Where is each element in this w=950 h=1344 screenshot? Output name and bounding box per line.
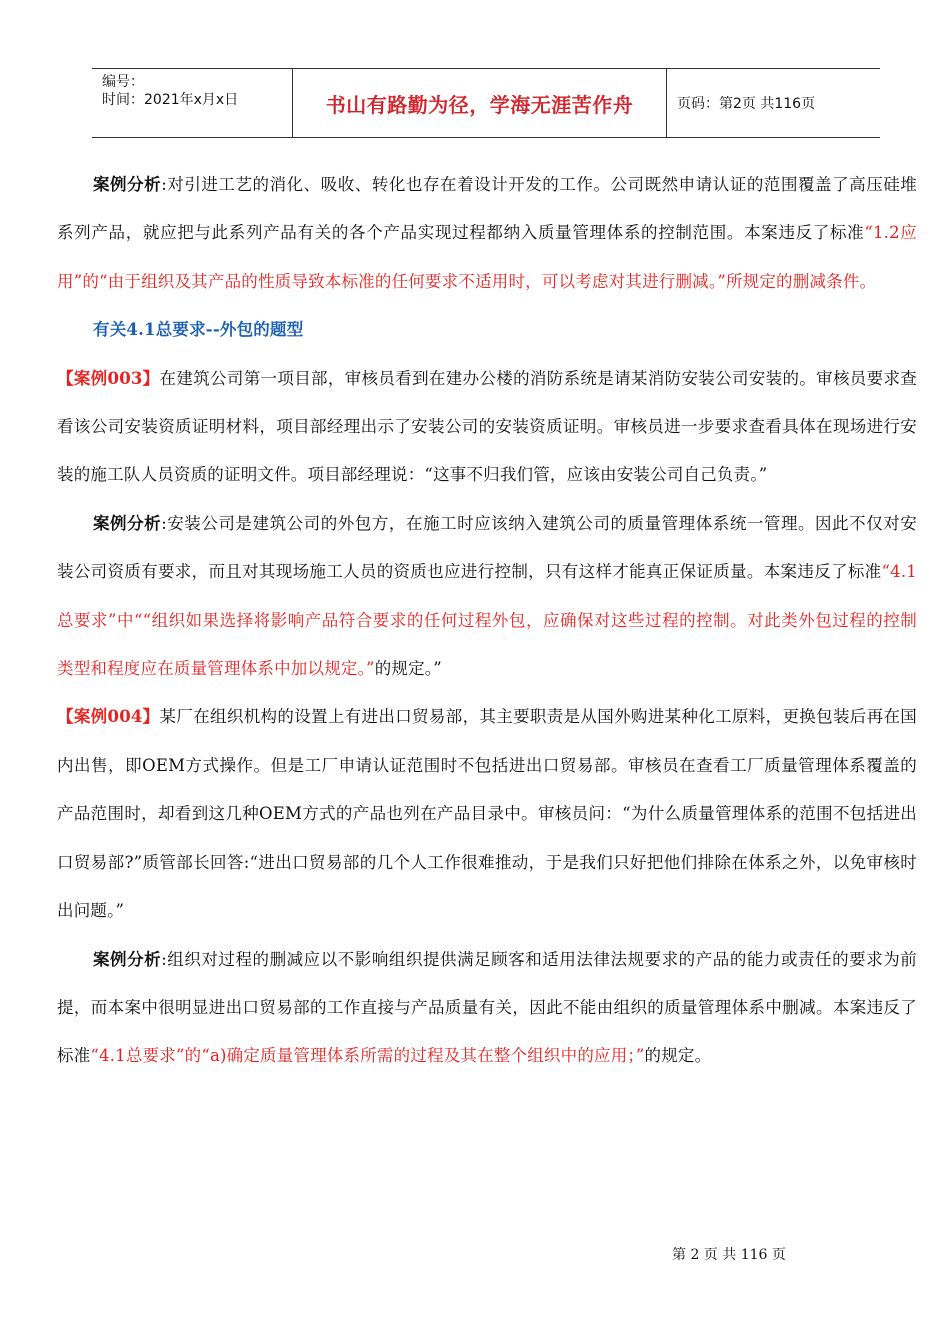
case-analysis-lead: 案例分析 [93,175,162,194]
paragraph-text: :对引进工艺的消化、吸收、转化也存在着设计开发的工作。公司既然申请认证的范围覆盖了高压硅堆系列产品，就应把与此系列产品有关的各个产品实现过程都纳入质量管理体系的控制范围。本案违反了标准 [57,175,917,243]
header-meta-cell [92,69,292,137]
section-heading: 有关4.1总要求--外包的题型 [93,320,304,340]
document-body [57,161,917,1081]
document-number-label: 编号： [102,74,144,90]
paragraph-case-003 [57,355,917,500]
case-analysis-lead: 案例分析 [93,949,162,969]
paragraph-text: :安装公司是建筑公司的外包方，在施工时应该纳入建筑公司的质量管理体系统一管理。因此不仅对安装公司资质有要求，而且对其现场施工人员的资质也应进行控制，只有这样才能真正保证质量。本案违反了标准 [57,513,917,582]
paragraph-text: 某厂在组织机构的设置上有进出口贸易部，其主要职责是从国外购进某种化工原料，更换包装后再在国内出售，即OEM方式操作。但是工厂申请认证范围时不包括进出口贸易部。审核员在查看工厂质量管理体系覆盖的产品范围时，却看到这几种OEM方式的产品也列在产品目录中。审核员问：“为什么质量管理体系的范围不包括进出口贸易部?”质管部长回答:“进出口贸易部的几个人工作很难推动，于是我们只好把他们排除在体系之外，以免审核时出问题。” [57,707,918,921]
paragraph-case-analysis-3 [57,936,917,1081]
paragraph-case-analysis-2 [57,500,917,694]
header-page-label: 页码：第2页 共116页 [677,96,816,112]
paragraph-text: 在建筑公司第一项目部，审核员看到在建办公楼的消防系统是请某消防安装公司安装的。审核员要求查看该公司安装资质证明材料，项目部经理出示了安装公司的安装资质证明。审核员进一步要求查看具体在现场进行安装的施工队人员资质的证明文件。项目部经理说：“这事不归我们管，应该由安装公司自己负责。” [57,368,918,485]
paragraph-text: :组织对过程的删减应以不影响组织提供满足顾客和适用法律法规要求的产品的能力或责任的要求为前提，而本案中很明显进出口贸易部的工作直接与产品质量有关，因此不能由组织的质量管理体系中删减。本案违反了标准 [57,949,917,1066]
header-divider [666,69,667,137]
standard-quote: “4.1总要求”中““组织如果选择将影响产品符合要求的任何过程外包，应确保对这些过程的控制。对此类外包过程的控制类型和程度应在质量管理体系中加以规定。” [57,562,917,679]
header-motto: 书山有路勤为径，学海无涯苦作舟 [325,92,634,117]
case-number-label: 【案例003】 [57,368,160,388]
standard-quote: “4.1总要求”的“a)确定质量管理体系所需的过程及其在整个组织中的应用；” [90,1046,645,1066]
paragraph-case-004 [57,693,917,935]
footer-page-number: 第 2 页 共 116 页 [672,1247,786,1263]
case-analysis-lead: 案例分析 [93,513,162,533]
paragraph-text-tail: 的规定。” [374,659,442,679]
paragraph-text-tail: 的规定。 [644,1046,712,1066]
case-number-label: 【案例004】 [57,707,160,727]
standard-quote: “1.2应用”的“由于组织及其产品的性质导致本标准的任何要求不适用时，可以考虑对其进行删减。”所规定的删减条件。 [57,223,917,291]
paragraph-case-analysis-1 [57,161,917,306]
document-header [92,68,880,138]
document-time-label: 时间：2021年x月x日 [102,92,239,108]
